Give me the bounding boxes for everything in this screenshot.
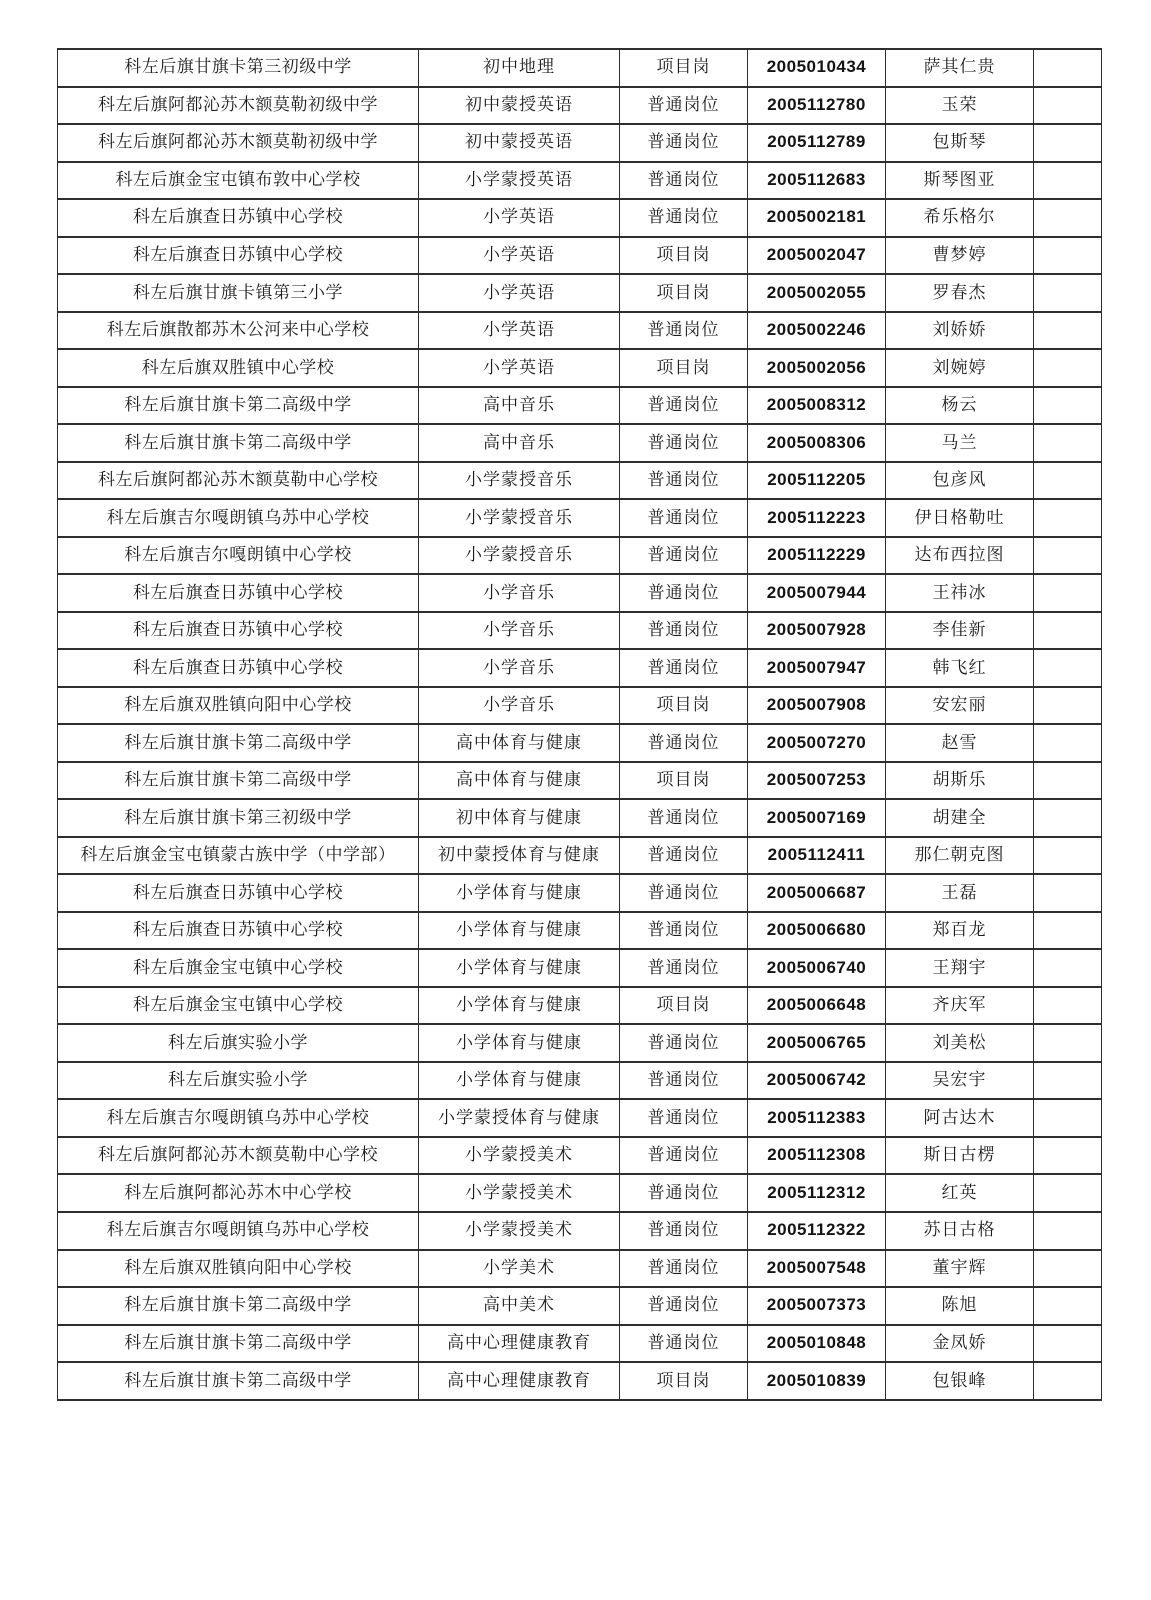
cell-post-type: 普通岗位 — [620, 612, 748, 650]
cell-post-id: 2005007548 — [748, 1250, 886, 1288]
cell-school-name: 科左后旗实验小学 — [58, 1024, 419, 1062]
cell-post-type: 普通岗位 — [620, 1287, 748, 1325]
cell-post-type: 普通岗位 — [620, 199, 748, 237]
cell-school-name: 科左后旗甘旗卡第二高级中学 — [58, 1362, 419, 1400]
cell-school-name: 科左后旗实验小学 — [58, 1062, 419, 1100]
table-row — [58, 1174, 1102, 1212]
table-row — [58, 762, 1102, 800]
cell-post-type: 普通岗位 — [620, 537, 748, 575]
cell-school-name: 科左后旗甘旗卡第二高级中学 — [58, 1287, 419, 1325]
cell-school-name: 科左后旗甘旗卡镇第三小学 — [58, 274, 419, 312]
cell-candidate-name: 刘娇娇 — [886, 312, 1034, 350]
cell-remark-empty — [1034, 837, 1102, 875]
cell-candidate-name: 陈旭 — [886, 1287, 1034, 1325]
cell-post-type: 普通岗位 — [620, 87, 748, 125]
table-row — [58, 612, 1102, 650]
cell-post-type: 普通岗位 — [620, 1212, 748, 1250]
cell-post-id: 2005010434 — [748, 49, 886, 87]
cell-post-type: 普通岗位 — [620, 874, 748, 912]
cell-subject: 高中音乐 — [419, 424, 620, 462]
cell-subject: 小学蒙授音乐 — [419, 537, 620, 575]
table-row — [58, 124, 1102, 162]
table-body — [58, 49, 1102, 1400]
cell-candidate-name: 韩飞红 — [886, 649, 1034, 687]
cell-candidate-name: 吴宏宇 — [886, 1062, 1034, 1100]
cell-post-type: 普通岗位 — [620, 912, 748, 950]
cell-school-name: 科左后旗阿都沁苏木额莫勒中心学校 — [58, 1137, 419, 1175]
cell-remark-empty — [1034, 612, 1102, 650]
cell-candidate-name: 王祎冰 — [886, 574, 1034, 612]
cell-post-type: 普通岗位 — [620, 1137, 748, 1175]
cell-post-id: 2005006740 — [748, 949, 886, 987]
cell-post-type: 普通岗位 — [620, 312, 748, 350]
cell-post-type: 普通岗位 — [620, 499, 748, 537]
cell-post-id: 2005002246 — [748, 312, 886, 350]
table-row — [58, 349, 1102, 387]
cell-post-id: 2005007947 — [748, 649, 886, 687]
cell-school-name: 科左后旗查日苏镇中心学校 — [58, 649, 419, 687]
cell-post-id: 2005002047 — [748, 237, 886, 275]
cell-subject: 小学英语 — [419, 312, 620, 350]
table-row — [58, 1062, 1102, 1100]
cell-post-id: 2005007908 — [748, 687, 886, 725]
cell-subject: 小学蒙授英语 — [419, 162, 620, 200]
cell-subject: 小学音乐 — [419, 574, 620, 612]
cell-candidate-name: 胡建全 — [886, 799, 1034, 837]
cell-post-type: 项目岗 — [620, 987, 748, 1025]
cell-school-name: 科左后旗阿都沁苏木中心学校 — [58, 1174, 419, 1212]
cell-subject: 小学蒙授美术 — [419, 1174, 620, 1212]
cell-school-name: 科左后旗阿都沁苏木额莫勒初级中学 — [58, 87, 419, 125]
cell-candidate-name: 董宇辉 — [886, 1250, 1034, 1288]
cell-remark-empty — [1034, 1325, 1102, 1363]
cell-post-id: 2005112322 — [748, 1212, 886, 1250]
cell-remark-empty — [1034, 1062, 1102, 1100]
cell-candidate-name: 金凤娇 — [886, 1325, 1034, 1363]
cell-candidate-name: 郑百龙 — [886, 912, 1034, 950]
table-row — [58, 837, 1102, 875]
table-row — [58, 1024, 1102, 1062]
cell-remark-empty — [1034, 687, 1102, 725]
table-row — [58, 724, 1102, 762]
cell-subject: 初中蒙授体育与健康 — [419, 837, 620, 875]
cell-post-type: 项目岗 — [620, 237, 748, 275]
cell-remark-empty — [1034, 124, 1102, 162]
cell-school-name: 科左后旗甘旗卡第二高级中学 — [58, 724, 419, 762]
cell-post-id: 2005112308 — [748, 1137, 886, 1175]
cell-candidate-name: 阿古达木 — [886, 1099, 1034, 1137]
table-row — [58, 912, 1102, 950]
cell-candidate-name: 包斯琴 — [886, 124, 1034, 162]
cell-school-name: 科左后旗查日苏镇中心学校 — [58, 612, 419, 650]
cell-post-type: 项目岗 — [620, 274, 748, 312]
cell-remark-empty — [1034, 949, 1102, 987]
cell-remark-empty — [1034, 312, 1102, 350]
cell-candidate-name: 伊日格勒吐 — [886, 499, 1034, 537]
cell-remark-empty — [1034, 87, 1102, 125]
cell-post-id: 2005112205 — [748, 462, 886, 500]
cell-school-name: 科左后旗金宝屯镇中心学校 — [58, 987, 419, 1025]
cell-post-id: 2005112411 — [748, 837, 886, 875]
cell-post-type: 普通岗位 — [620, 162, 748, 200]
cell-remark-empty — [1034, 387, 1102, 425]
cell-remark-empty — [1034, 462, 1102, 500]
cell-subject: 小学蒙授体育与健康 — [419, 1099, 620, 1137]
cell-remark-empty — [1034, 1024, 1102, 1062]
cell-school-name: 科左后旗双胜镇向阳中心学校 — [58, 687, 419, 725]
table-row — [58, 949, 1102, 987]
table-row — [58, 574, 1102, 612]
cell-post-id: 2005010848 — [748, 1325, 886, 1363]
cell-candidate-name: 李佳新 — [886, 612, 1034, 650]
cell-school-name: 科左后旗吉尔嘎朗镇乌苏中心学校 — [58, 1099, 419, 1137]
cell-candidate-name: 罗春杰 — [886, 274, 1034, 312]
cell-post-id: 2005112383 — [748, 1099, 886, 1137]
cell-candidate-name: 希乐格尔 — [886, 199, 1034, 237]
table-row — [58, 49, 1102, 87]
cell-school-name: 科左后旗吉尔嘎朗镇乌苏中心学校 — [58, 499, 419, 537]
cell-school-name: 科左后旗金宝屯镇蒙古族中学（中学部） — [58, 837, 419, 875]
cell-school-name: 科左后旗甘旗卡第二高级中学 — [58, 762, 419, 800]
cell-post-type: 项目岗 — [620, 687, 748, 725]
cell-subject: 小学英语 — [419, 199, 620, 237]
cell-post-type: 普通岗位 — [620, 649, 748, 687]
cell-school-name: 科左后旗阿都沁苏木额莫勒初级中学 — [58, 124, 419, 162]
cell-candidate-name: 那仁朝克图 — [886, 837, 1034, 875]
table-row — [58, 87, 1102, 125]
table-row — [58, 424, 1102, 462]
cell-subject: 小学英语 — [419, 349, 620, 387]
cell-remark-empty — [1034, 799, 1102, 837]
cell-post-type: 普通岗位 — [620, 1099, 748, 1137]
cell-subject: 高中体育与健康 — [419, 724, 620, 762]
cell-school-name: 科左后旗吉尔嘎朗镇中心学校 — [58, 537, 419, 575]
cell-post-type: 项目岗 — [620, 49, 748, 87]
cell-remark-empty — [1034, 912, 1102, 950]
table-row — [58, 387, 1102, 425]
cell-post-id: 2005008312 — [748, 387, 886, 425]
cell-remark-empty — [1034, 649, 1102, 687]
cell-subject: 高中心理健康教育 — [419, 1362, 620, 1400]
cell-candidate-name: 包彦风 — [886, 462, 1034, 500]
cell-remark-empty — [1034, 49, 1102, 87]
cell-candidate-name: 安宏丽 — [886, 687, 1034, 725]
cell-candidate-name: 王翔宇 — [886, 949, 1034, 987]
cell-remark-empty — [1034, 537, 1102, 575]
cell-post-id: 2005010839 — [748, 1362, 886, 1400]
cell-candidate-name: 达布西拉图 — [886, 537, 1034, 575]
table-row — [58, 1362, 1102, 1400]
cell-subject: 小学音乐 — [419, 612, 620, 650]
cell-post-type: 普通岗位 — [620, 387, 748, 425]
cell-subject: 小学体育与健康 — [419, 874, 620, 912]
cell-post-id: 2005112789 — [748, 124, 886, 162]
cell-post-id: 2005006687 — [748, 874, 886, 912]
cell-post-id: 2005112229 — [748, 537, 886, 575]
cell-school-name: 科左后旗查日苏镇中心学校 — [58, 574, 419, 612]
table-row — [58, 1099, 1102, 1137]
cell-subject: 初中地理 — [419, 49, 620, 87]
cell-post-type: 普通岗位 — [620, 574, 748, 612]
cell-subject: 小学音乐 — [419, 649, 620, 687]
assignment-table — [57, 48, 1102, 1401]
cell-candidate-name: 斯日古楞 — [886, 1137, 1034, 1175]
cell-remark-empty — [1034, 274, 1102, 312]
cell-post-type: 普通岗位 — [620, 424, 748, 462]
cell-post-id: 2005002181 — [748, 199, 886, 237]
table-row — [58, 274, 1102, 312]
cell-post-type: 普通岗位 — [620, 1325, 748, 1363]
cell-post-type: 普通岗位 — [620, 724, 748, 762]
cell-post-id: 2005007270 — [748, 724, 886, 762]
table-row — [58, 1212, 1102, 1250]
cell-subject: 高中心理健康教育 — [419, 1325, 620, 1363]
cell-school-name: 科左后旗查日苏镇中心学校 — [58, 199, 419, 237]
cell-remark-empty — [1034, 1174, 1102, 1212]
table-row — [58, 499, 1102, 537]
cell-remark-empty — [1034, 1250, 1102, 1288]
cell-remark-empty — [1034, 499, 1102, 537]
cell-post-id: 2005006648 — [748, 987, 886, 1025]
cell-subject: 小学蒙授美术 — [419, 1137, 620, 1175]
cell-remark-empty — [1034, 1212, 1102, 1250]
cell-candidate-name: 玉荣 — [886, 87, 1034, 125]
cell-subject: 小学体育与健康 — [419, 1062, 620, 1100]
table-row — [58, 687, 1102, 725]
cell-school-name: 科左后旗查日苏镇中心学校 — [58, 912, 419, 950]
cell-subject: 小学美术 — [419, 1250, 620, 1288]
table-row — [58, 199, 1102, 237]
cell-remark-empty — [1034, 162, 1102, 200]
cell-school-name: 科左后旗甘旗卡第二高级中学 — [58, 387, 419, 425]
cell-post-id: 2005007253 — [748, 762, 886, 800]
cell-remark-empty — [1034, 1362, 1102, 1400]
cell-candidate-name: 齐庆军 — [886, 987, 1034, 1025]
cell-subject: 高中体育与健康 — [419, 762, 620, 800]
cell-remark-empty — [1034, 1287, 1102, 1325]
cell-school-name: 科左后旗查日苏镇中心学校 — [58, 874, 419, 912]
cell-subject: 初中体育与健康 — [419, 799, 620, 837]
cell-candidate-name: 萨其仁贵 — [886, 49, 1034, 87]
cell-school-name: 科左后旗双胜镇中心学校 — [58, 349, 419, 387]
cell-subject: 小学音乐 — [419, 687, 620, 725]
table-row — [58, 1287, 1102, 1325]
cell-candidate-name: 曹梦婷 — [886, 237, 1034, 275]
cell-candidate-name: 胡斯乐 — [886, 762, 1034, 800]
cell-subject: 小学蒙授音乐 — [419, 499, 620, 537]
cell-remark-empty — [1034, 762, 1102, 800]
cell-school-name: 科左后旗金宝屯镇布敦中心学校 — [58, 162, 419, 200]
table-row — [58, 312, 1102, 350]
cell-candidate-name: 包银峰 — [886, 1362, 1034, 1400]
cell-school-name: 科左后旗吉尔嘎朗镇乌苏中心学校 — [58, 1212, 419, 1250]
cell-school-name: 科左后旗甘旗卡第二高级中学 — [58, 1325, 419, 1363]
cell-post-type: 项目岗 — [620, 1362, 748, 1400]
cell-remark-empty — [1034, 574, 1102, 612]
cell-post-type: 普通岗位 — [620, 1024, 748, 1062]
cell-remark-empty — [1034, 724, 1102, 762]
cell-subject: 小学体育与健康 — [419, 1024, 620, 1062]
cell-candidate-name: 刘美松 — [886, 1024, 1034, 1062]
cell-subject: 小学蒙授美术 — [419, 1212, 620, 1250]
table-row — [58, 1325, 1102, 1363]
cell-candidate-name: 红英 — [886, 1174, 1034, 1212]
cell-subject: 小学英语 — [419, 274, 620, 312]
cell-post-id: 2005112780 — [748, 87, 886, 125]
cell-subject: 初中蒙授英语 — [419, 124, 620, 162]
cell-post-id: 2005007928 — [748, 612, 886, 650]
cell-candidate-name: 斯琴图亚 — [886, 162, 1034, 200]
cell-post-id: 2005112223 — [748, 499, 886, 537]
cell-subject: 小学体育与健康 — [419, 987, 620, 1025]
cell-candidate-name: 刘婉婷 — [886, 349, 1034, 387]
cell-school-name: 科左后旗双胜镇向阳中心学校 — [58, 1250, 419, 1288]
cell-subject: 小学体育与健康 — [419, 912, 620, 950]
cell-post-type: 普通岗位 — [620, 124, 748, 162]
cell-post-id: 2005006742 — [748, 1062, 886, 1100]
cell-post-type: 项目岗 — [620, 349, 748, 387]
cell-school-name: 科左后旗金宝屯镇中心学校 — [58, 949, 419, 987]
cell-subject: 小学英语 — [419, 237, 620, 275]
cell-post-id: 2005112683 — [748, 162, 886, 200]
cell-post-id: 2005002055 — [748, 274, 886, 312]
cell-school-name: 科左后旗甘旗卡第三初级中学 — [58, 799, 419, 837]
table-row — [58, 987, 1102, 1025]
cell-post-id: 2005112312 — [748, 1174, 886, 1212]
cell-remark-empty — [1034, 199, 1102, 237]
table-row — [58, 649, 1102, 687]
cell-post-type: 普通岗位 — [620, 799, 748, 837]
table-row — [58, 1137, 1102, 1175]
table-row — [58, 537, 1102, 575]
cell-post-id: 2005006680 — [748, 912, 886, 950]
cell-post-id: 2005002056 — [748, 349, 886, 387]
cell-post-type: 普通岗位 — [620, 837, 748, 875]
cell-candidate-name: 赵雪 — [886, 724, 1034, 762]
cell-school-name: 科左后旗甘旗卡第二高级中学 — [58, 424, 419, 462]
cell-remark-empty — [1034, 349, 1102, 387]
cell-subject: 初中蒙授英语 — [419, 87, 620, 125]
cell-post-id: 2005007944 — [748, 574, 886, 612]
cell-post-id: 2005007169 — [748, 799, 886, 837]
cell-subject: 小学蒙授音乐 — [419, 462, 620, 500]
table-row — [58, 874, 1102, 912]
cell-post-type: 普通岗位 — [620, 1174, 748, 1212]
cell-subject: 高中音乐 — [419, 387, 620, 425]
cell-post-type: 普通岗位 — [620, 1250, 748, 1288]
cell-school-name: 科左后旗甘旗卡第三初级中学 — [58, 49, 419, 87]
cell-remark-empty — [1034, 987, 1102, 1025]
cell-remark-empty — [1034, 874, 1102, 912]
cell-post-type: 项目岗 — [620, 762, 748, 800]
cell-post-type: 普通岗位 — [620, 949, 748, 987]
table-row — [58, 162, 1102, 200]
cell-school-name: 科左后旗查日苏镇中心学校 — [58, 237, 419, 275]
cell-post-type: 普通岗位 — [620, 1062, 748, 1100]
cell-candidate-name: 杨云 — [886, 387, 1034, 425]
table-row — [58, 799, 1102, 837]
cell-candidate-name: 王磊 — [886, 874, 1034, 912]
cell-school-name: 科左后旗散都苏木公河来中心学校 — [58, 312, 419, 350]
cell-post-id: 2005007373 — [748, 1287, 886, 1325]
cell-post-id: 2005008306 — [748, 424, 886, 462]
cell-candidate-name: 马兰 — [886, 424, 1034, 462]
cell-subject: 小学体育与健康 — [419, 949, 620, 987]
cell-post-type: 普通岗位 — [620, 462, 748, 500]
cell-remark-empty — [1034, 424, 1102, 462]
table-row — [58, 237, 1102, 275]
cell-post-id: 2005006765 — [748, 1024, 886, 1062]
table-row — [58, 462, 1102, 500]
cell-school-name: 科左后旗阿都沁苏木额莫勒中心学校 — [58, 462, 419, 500]
cell-remark-empty — [1034, 1099, 1102, 1137]
cell-subject: 高中美术 — [419, 1287, 620, 1325]
cell-remark-empty — [1034, 237, 1102, 275]
cell-remark-empty — [1034, 1137, 1102, 1175]
cell-candidate-name: 苏日古格 — [886, 1212, 1034, 1250]
table-row — [58, 1250, 1102, 1288]
